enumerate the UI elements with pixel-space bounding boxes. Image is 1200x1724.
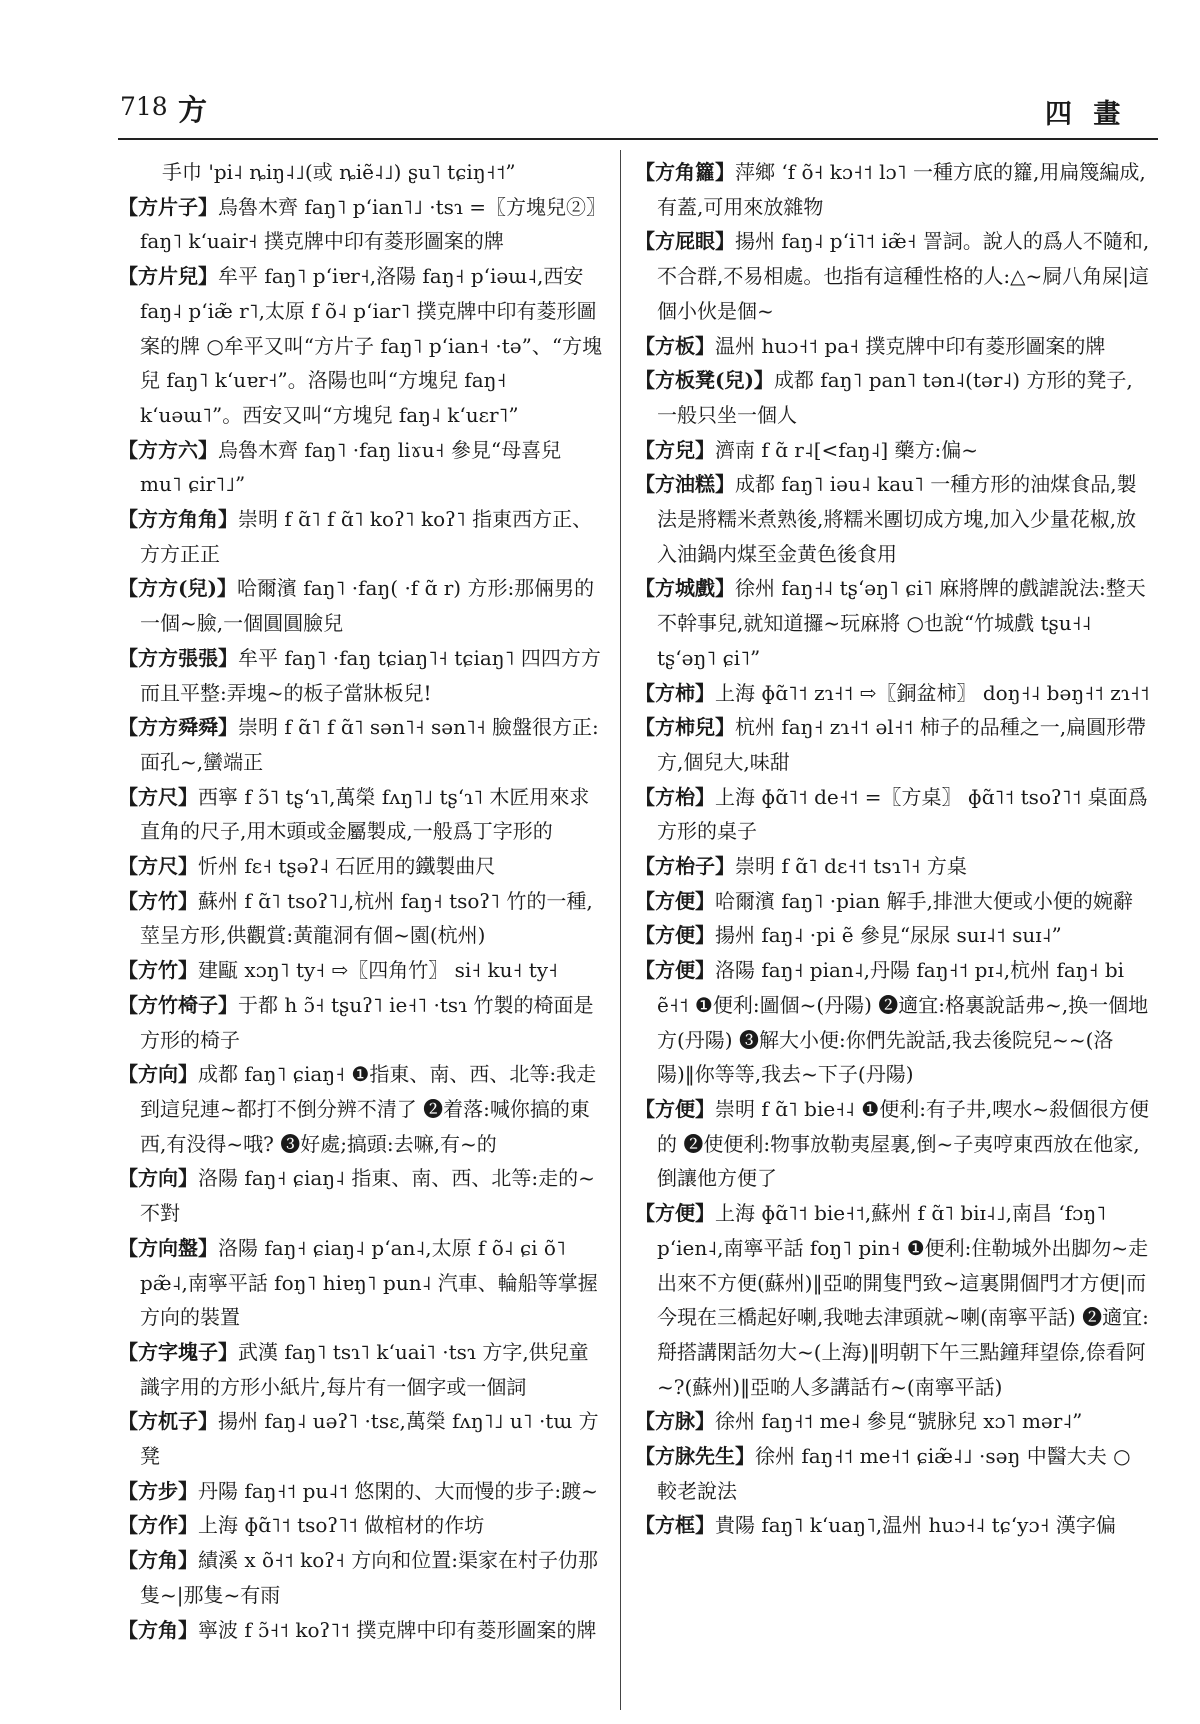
entry-definition: 績溪 x õ˧˦ koʔ˧ 方向和位置:渠家在村子仂那隻~|那隻~有雨	[140, 1548, 598, 1607]
entry-headword: 【方角籮】	[635, 160, 735, 184]
entry-definition: 建甌 xɔŋ˥ ty˧ ⇨〖四角竹〗 si˧ ku˧ ty˧	[198, 958, 558, 983]
page-header	[0, 0, 1200, 130]
dictionary-entry	[118, 780, 608, 849]
entry-headword: 【方片子】	[118, 194, 218, 219]
entry-definition: 揚州 faŋ˨ pʻi˥˦ iæ̃˧ 詈詞。說人的爲人不隨和,不合群,不易相處。也指有這種性格的人:△~屙八角屎|這個小伙是個~	[657, 229, 1150, 323]
entry-headword: 【方竹椅子】	[118, 992, 238, 1017]
entry-headword: 【方脉先生】	[635, 1444, 755, 1469]
entry-headword: 【方角】	[118, 1548, 198, 1573]
dictionary-entry	[635, 849, 1150, 884]
entry-headword: 【方屁眼】	[635, 229, 735, 254]
dictionary-entry	[635, 884, 1150, 919]
entry-definition: 哈爾濱 faŋ˥ ·faŋ( ·f ɑ̃ r) 方形:那倆男的一個~臉,一個圓圓臉兒	[140, 576, 595, 636]
entry-definition: 上海 ɸɑ̃˥˦ bie˧˦,蘇州 f ɑ̃˥ biɪ˨˩,南昌 ʻfɔŋ˥ pʻien˨,南寧平話 foŋ˥ pin˧ ❶便利:住勒城外出脚勿~走出來不方便(蘇州)‖亞啲開隻門致~這裏開個門才方便|而今現在三橋起好喇,我哋去津頭就~喇(南寧平話) ❷適宜:搿搭講閑話勿大~(上海)‖明朝下午三點鐘拜望倷,倷看阿~?(蘇州)‖亞啲人多講話冇~(南寧平話)	[657, 1201, 1149, 1399]
dictionary-entry	[635, 918, 1150, 953]
entry-definition: 牟平 faŋ˥ ·faŋ tɕiaŋ˥˧ tɕiaŋ˥ 四四方方而且平整:弄塊~的板子當牀板兒!	[140, 645, 601, 705]
entry-headword: 【方油糕】	[635, 472, 735, 497]
header-character: 方	[178, 93, 208, 127]
section-label: 四 畫	[1045, 99, 1127, 130]
dictionary-entry	[635, 1196, 1150, 1404]
entry-headword: 【方板】	[635, 333, 715, 358]
entry-definition: 于都 h ɔ̃˧ tʂuʔ˥ ie˧˥ ·tsɿ 竹製的椅面是方形的椅子	[140, 992, 594, 1052]
dictionary-entry	[635, 571, 1150, 675]
entry-definition: 忻州 fɛ˧ tʂəʔ˨ 石匠用的鐵製曲尺	[198, 854, 496, 879]
column-divider	[620, 150, 621, 1710]
dictionary-entry	[635, 433, 1150, 468]
entry-definition: 牟平 faŋ˥ pʻiɐr˧,洛陽 faŋ˧ pʻiəɯ˨,西安 faŋ˨ pʻiæ̃ r˥,太原 f õ˨ pʻiar˥ 撲克牌中印有菱形圖案的牌 ○牟平又叫“方片子 faŋ˥ pʻian˧ ·tə”、“方塊兒 faŋ˥ kʻuɐr˧”。洛陽也叫“方塊兒 faŋ˧ kʻuəɯ˥”。西安又叫“方塊兒 faŋ˨ kʻuɛr˥”	[140, 264, 603, 427]
entry-headword: 【方向】	[118, 1166, 198, 1191]
entry-definition: 徐州 faŋ˧˦ me˧˦ ɕiæ̃˨˩ ·səŋ 中醫大夫 ○較老說法	[657, 1444, 1131, 1503]
dictionary-entry	[118, 1474, 608, 1509]
dictionary-entry	[118, 190, 608, 259]
dictionary-entry	[118, 1057, 608, 1161]
entry-definition: 徐州 faŋ˧˦ me˨ 參見“號脉兒 xɔ˥ mər˨”	[715, 1409, 1083, 1434]
dictionary-entry	[635, 1508, 1150, 1543]
dictionary-entry	[118, 1613, 608, 1648]
entry-definition: 丹陽 faŋ˧˦ pu˨˦ 悠閑的、大而慢的步子:踱~	[198, 1478, 598, 1503]
dictionary-entry	[635, 1439, 1150, 1508]
entry-definition: 崇明 f ɑ̃˥ bie˧˨ ❶便利:有子井,喫水~殺個很方便的 ❷使便利:物事放勒夷屋裏,倒~子夷哼東西放在他家,倒讓他方便了	[657, 1096, 1150, 1191]
entry-headword: 【方脉】	[635, 1409, 715, 1434]
entry-definition: 洛陽 faŋ˧ ɕiaŋ˨ pʻan˨,太原 f õ˨ ɕi õ˥ pæ̃˨,南寧平話 foŋ˥ hiɐŋ˥ pun˨ 汽車、輪船等掌握方向的裝置	[140, 1235, 598, 1330]
entry-headword: 【方枱】	[635, 784, 715, 809]
entry-definition: 成都 faŋ˥ ɕiaŋ˧ ❶指東、南、西、北等:我走到這兒連~都打不倒分辨不清了 ❷着落:喊你搞的東西,有没得~哦? ❸好處;搞頭:去嘛,有~的	[140, 1062, 597, 1156]
dictionary-entry	[118, 571, 608, 640]
entry-definition: 手巾 'pi˨ ȵiŋ˨˩(或 ȵiẽ˨˩) ʂu˥ tɕiŋ˧˦”	[162, 160, 516, 184]
dictionary-entry	[118, 1161, 608, 1230]
dictionary-entry	[635, 1404, 1150, 1439]
entry-definition: 崇明 f ɑ̃˥ f ɑ̃˥ sən˥˧ sən˥˧ 臉盤很方正:面孔~,蠻端正	[140, 715, 599, 774]
right-column	[635, 155, 1150, 1543]
dictionary-entry	[635, 780, 1150, 849]
dictionary-entry	[118, 1404, 608, 1473]
dictionary-entry	[635, 363, 1150, 432]
entry-definition: 西寧 f ɔ̃˥ tʂʻɿ˥,萬榮 fʌŋ˥˩ tʂʻɿ˥ 木匠用來求直角的尺子,用木頭或金屬製成,一般爲丁字形的	[140, 784, 590, 844]
dictionary-entry	[118, 1335, 608, 1404]
entry-definition: 蘇州 f ɑ̃˥ tsoʔ˥˩,杭州 faŋ˧ tsoʔ˥ 竹的一種,莖呈方形,供觀賞:黃龍洞有個~園(杭州)	[140, 888, 593, 948]
entry-definition: 温州 huɔ˧˦ pa˧ 撲克牌中印有菱形圖案的牌	[715, 333, 1106, 358]
entry-headword: 【方板凳(兒)】	[635, 368, 774, 393]
entry-headword: 【方枱子】	[635, 854, 735, 879]
entry-headword: 【方柿】	[635, 680, 715, 705]
entry-headword: 【方向盤】	[118, 1235, 218, 1260]
dictionary-entry	[118, 502, 608, 571]
entry-headword: 【方城戲】	[635, 576, 735, 601]
header-rule	[118, 138, 1158, 140]
entry-definition: 寧波 f ɔ̃˧˦ koʔ˥˦ 撲克牌中印有菱形圖案的牌	[198, 1617, 597, 1642]
entry-headword: 【方竹】	[118, 888, 198, 913]
dictionary-entry	[118, 988, 608, 1057]
entry-definition: 洛陽 faŋ˧ ɕiaŋ˨ 指東、南、西、北等:走的~不對	[140, 1166, 595, 1226]
entry-headword: 【方向】	[118, 1062, 198, 1087]
dictionary-entry	[118, 1508, 608, 1543]
entry-definition: 上海 ɸɑ̃˥˦ zɿ˧˦ ⇨〖銅盆柿〗 doŋ˧˨ bəŋ˧˦ zɿ˧˦	[715, 680, 1150, 705]
entry-headword: 【方方舜舜】	[118, 715, 238, 740]
entry-headword: 【方便】	[635, 923, 715, 948]
entry-headword: 【方便】	[635, 1201, 715, 1226]
dictionary-entry	[118, 849, 608, 884]
entry-definition: 成都 faŋ˥ pan˥ tən˨(tər˨) 方形的凳子,一般只坐一個人	[657, 368, 1133, 427]
page-number: 718	[120, 92, 168, 121]
dictionary-entry	[118, 641, 608, 710]
entry-headword: 【方方六】	[118, 437, 218, 462]
entry-headword: 【方便】	[635, 958, 715, 983]
dictionary-entry	[635, 1092, 1150, 1196]
dictionary-entry	[635, 710, 1150, 779]
entry-definition: 杭州 faŋ˧ zɿ˧˦ əl˧˦ 柿子的品種之一,扁圓形帶方,個兒大,味甜	[657, 715, 1147, 774]
entry-definition: 烏魯木齊 faŋ˥ pʻian˥˩ ·tsɿ =〖方塊兒②〗 faŋ˥ kʻuair˧ 撲克牌中印有菱形圖案的牌	[140, 194, 607, 254]
dictionary-entry	[118, 884, 608, 953]
dictionary-entry	[118, 710, 608, 779]
dictionary-entry	[635, 467, 1150, 571]
entry-headword: 【方尺】	[118, 854, 198, 879]
entry-headword: 【方柿兒】	[635, 715, 735, 740]
entry-headword: 【方方(兒)】	[118, 576, 237, 601]
entry-definition: 徐州 faŋ˧˨ tʂʻəŋ˥ ɕi˥ 麻將牌的戲謔說法:整天不幹事兒,就知道攞~玩麻將 ○也說“竹城戲 tʂu˧˨ tʂʻəŋ˥ ɕi˥”	[657, 576, 1146, 670]
dictionary-entry	[635, 953, 1150, 1092]
entry-headword: 【方方張張】	[118, 645, 238, 670]
dictionary-entry	[635, 155, 1150, 224]
entry-definition: 哈爾濱 faŋ˥ ·pian 解手,排泄大便或小便的婉辭	[715, 888, 1133, 913]
entry-headword: 【方杌子】	[118, 1409, 218, 1434]
entry-definition: 上海 ɸɑ̃˥˦ de˧˦ =〖方桌〗 ɸɑ̃˥˦ tsoʔ˥˦ 桌面爲方形的桌子	[657, 784, 1148, 844]
dictionary-entry	[118, 155, 608, 190]
entry-headword: 【方便】	[635, 888, 715, 913]
left-column	[118, 155, 608, 1647]
dictionary-entry	[635, 224, 1150, 328]
entry-definition: 烏魯木齊 faŋ˥ ·faŋ liɤu˧ 參見“母喜兒 mu˥ ɕir˥˩”	[140, 437, 562, 497]
entry-definition: 武漢 faŋ˥ tsɿ˥ kʻuai˥ ·tsɿ 方字,供兒童識字用的方形小紙片,每片有一個字或一個詞	[140, 1339, 589, 1399]
dictionary-entry	[635, 329, 1150, 364]
entry-definition: 洛陽 faŋ˧ pian˨,丹陽 faŋ˧˦ pɪ˨,杭州 faŋ˧ bi ẽ˧˦ ❶便利:圖個~(丹陽) ❷適宜:格裏說話弗~,换一個地方(丹陽) ❸解大小便:你們先說話,我去後院兒~~(洛陽)‖你等等,我去~下子(丹陽)	[657, 958, 1149, 1087]
entry-definition: 崇明 f ɑ̃˥ dɛ˧˦ tsɿ˥˧ 方桌	[735, 854, 967, 879]
entry-headword: 【方步】	[118, 1478, 198, 1503]
entry-definition: 貴陽 faŋ˥ kʻuaŋ˥,温州 huɔ˧˨ tɕʻyɔ˧ 漢字偏	[715, 1513, 1116, 1538]
entry-headword: 【方兒】	[635, 437, 715, 462]
entry-headword: 【方角】	[118, 1617, 198, 1642]
dictionary-entry	[118, 1231, 608, 1335]
entry-definition: 揚州 faŋ˨ uəʔ˥ ·tsɛ,萬榮 fʌŋ˥˩ u˥ ·tɯ 方凳	[140, 1409, 599, 1469]
entry-headword: 【方字塊子】	[118, 1339, 238, 1364]
entry-definition: 崇明 f ɑ̃˥ f ɑ̃˥ koʔ˥ koʔ˥ 指東西方正、方方正正	[140, 507, 593, 566]
dictionary-entry	[118, 953, 608, 988]
entry-headword: 【方竹】	[118, 958, 198, 983]
entry-definition: 濟南 f ɑ̃ r˨[<faŋ˨] 藥方:偏~	[715, 437, 978, 462]
entry-definition: 上海 ɸɑ̃˥˦ tsoʔ˥˦ 做棺材的作坊	[198, 1513, 485, 1538]
dictionary-entry	[118, 433, 608, 502]
entry-definition: 萍鄉 ʻf õ˧ kɔ˧˦ lɔ˥ 一種方底的籮,用扁篾編成,有蓋,可用來放雜物	[657, 160, 1146, 219]
dictionary-entry	[635, 676, 1150, 711]
entry-headword: 【方尺】	[118, 784, 198, 809]
entry-headword: 【方作】	[118, 1513, 198, 1538]
entry-definition: 成都 faŋ˥ iəu˨ kau˥ 一種方形的油煤食品,製法是將糯米煮熟後,將糯米團切成方塊,加入少量花椒,放入油鍋内煤至金黄色後食用	[657, 472, 1137, 566]
entry-headword: 【方便】	[635, 1096, 715, 1121]
entry-headword: 【方框】	[635, 1513, 715, 1538]
entry-headword: 【方片兒】	[118, 264, 218, 289]
dictionary-entry	[118, 1543, 608, 1612]
dictionary-entry	[118, 259, 608, 433]
entry-definition: 揚州 faŋ˨ ·pi ẽ 參見“尿尿 suɪ˨˦ suɪ˨”	[715, 923, 1062, 948]
entry-headword: 【方方角角】	[118, 507, 238, 532]
